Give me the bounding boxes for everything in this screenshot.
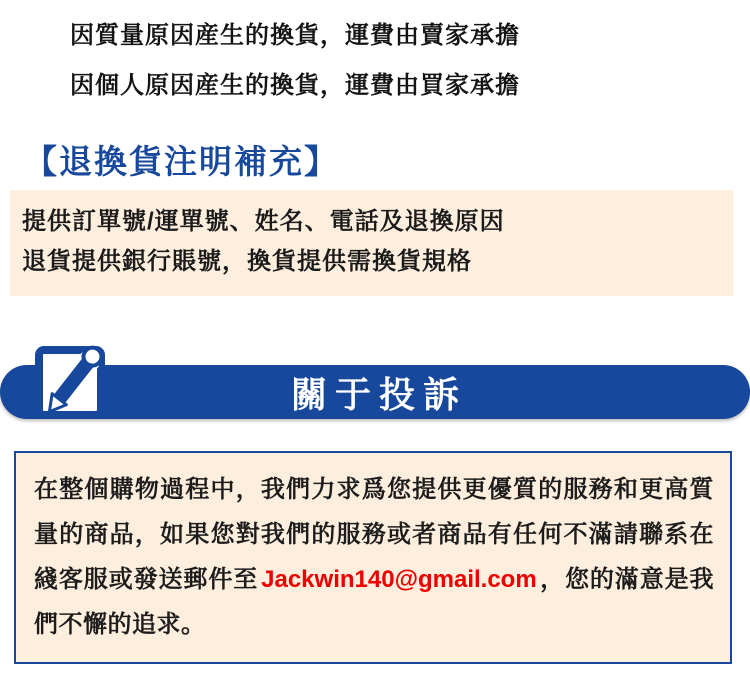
return-supplement-line-order: 提供訂單號/運單號、姓名、電話及退換原因 <box>22 208 505 235</box>
return-supplement-box <box>10 190 733 296</box>
complaint-message-box <box>14 451 732 664</box>
pencil-note-icon <box>33 334 115 420</box>
complaint-banner-title: 關于投訴 <box>290 373 467 415</box>
complaint-paragraph <box>34 467 714 647</box>
complaint-text-before-email: 在整個購物過程中，我們力求爲您提供更優質的服務和更高質量的商品，如果您對我們的服務或者商品有任何不滿請聯系在綫客服或發送郵件至 <box>34 476 714 593</box>
complaint-text-after-email: ，您的滿意是我們不懈的追求。 <box>34 566 715 638</box>
return-supplement-line-bank: 退貨提供銀行賬號，換貨提供需換貨規格 <box>22 248 472 275</box>
exchange-note-personal: 因個人原因産生的換貨，運費由買家承擔 <box>70 72 520 99</box>
return-supplement-heading: 【退換貨注明補充】 <box>24 143 339 180</box>
exchange-note-quality: 因質量原因産生的換貨，運費由賣家承擔 <box>70 22 520 49</box>
complaint-banner-section <box>0 365 750 419</box>
support-email-link[interactable]: Jackwin140@gmail.com <box>261 566 537 593</box>
